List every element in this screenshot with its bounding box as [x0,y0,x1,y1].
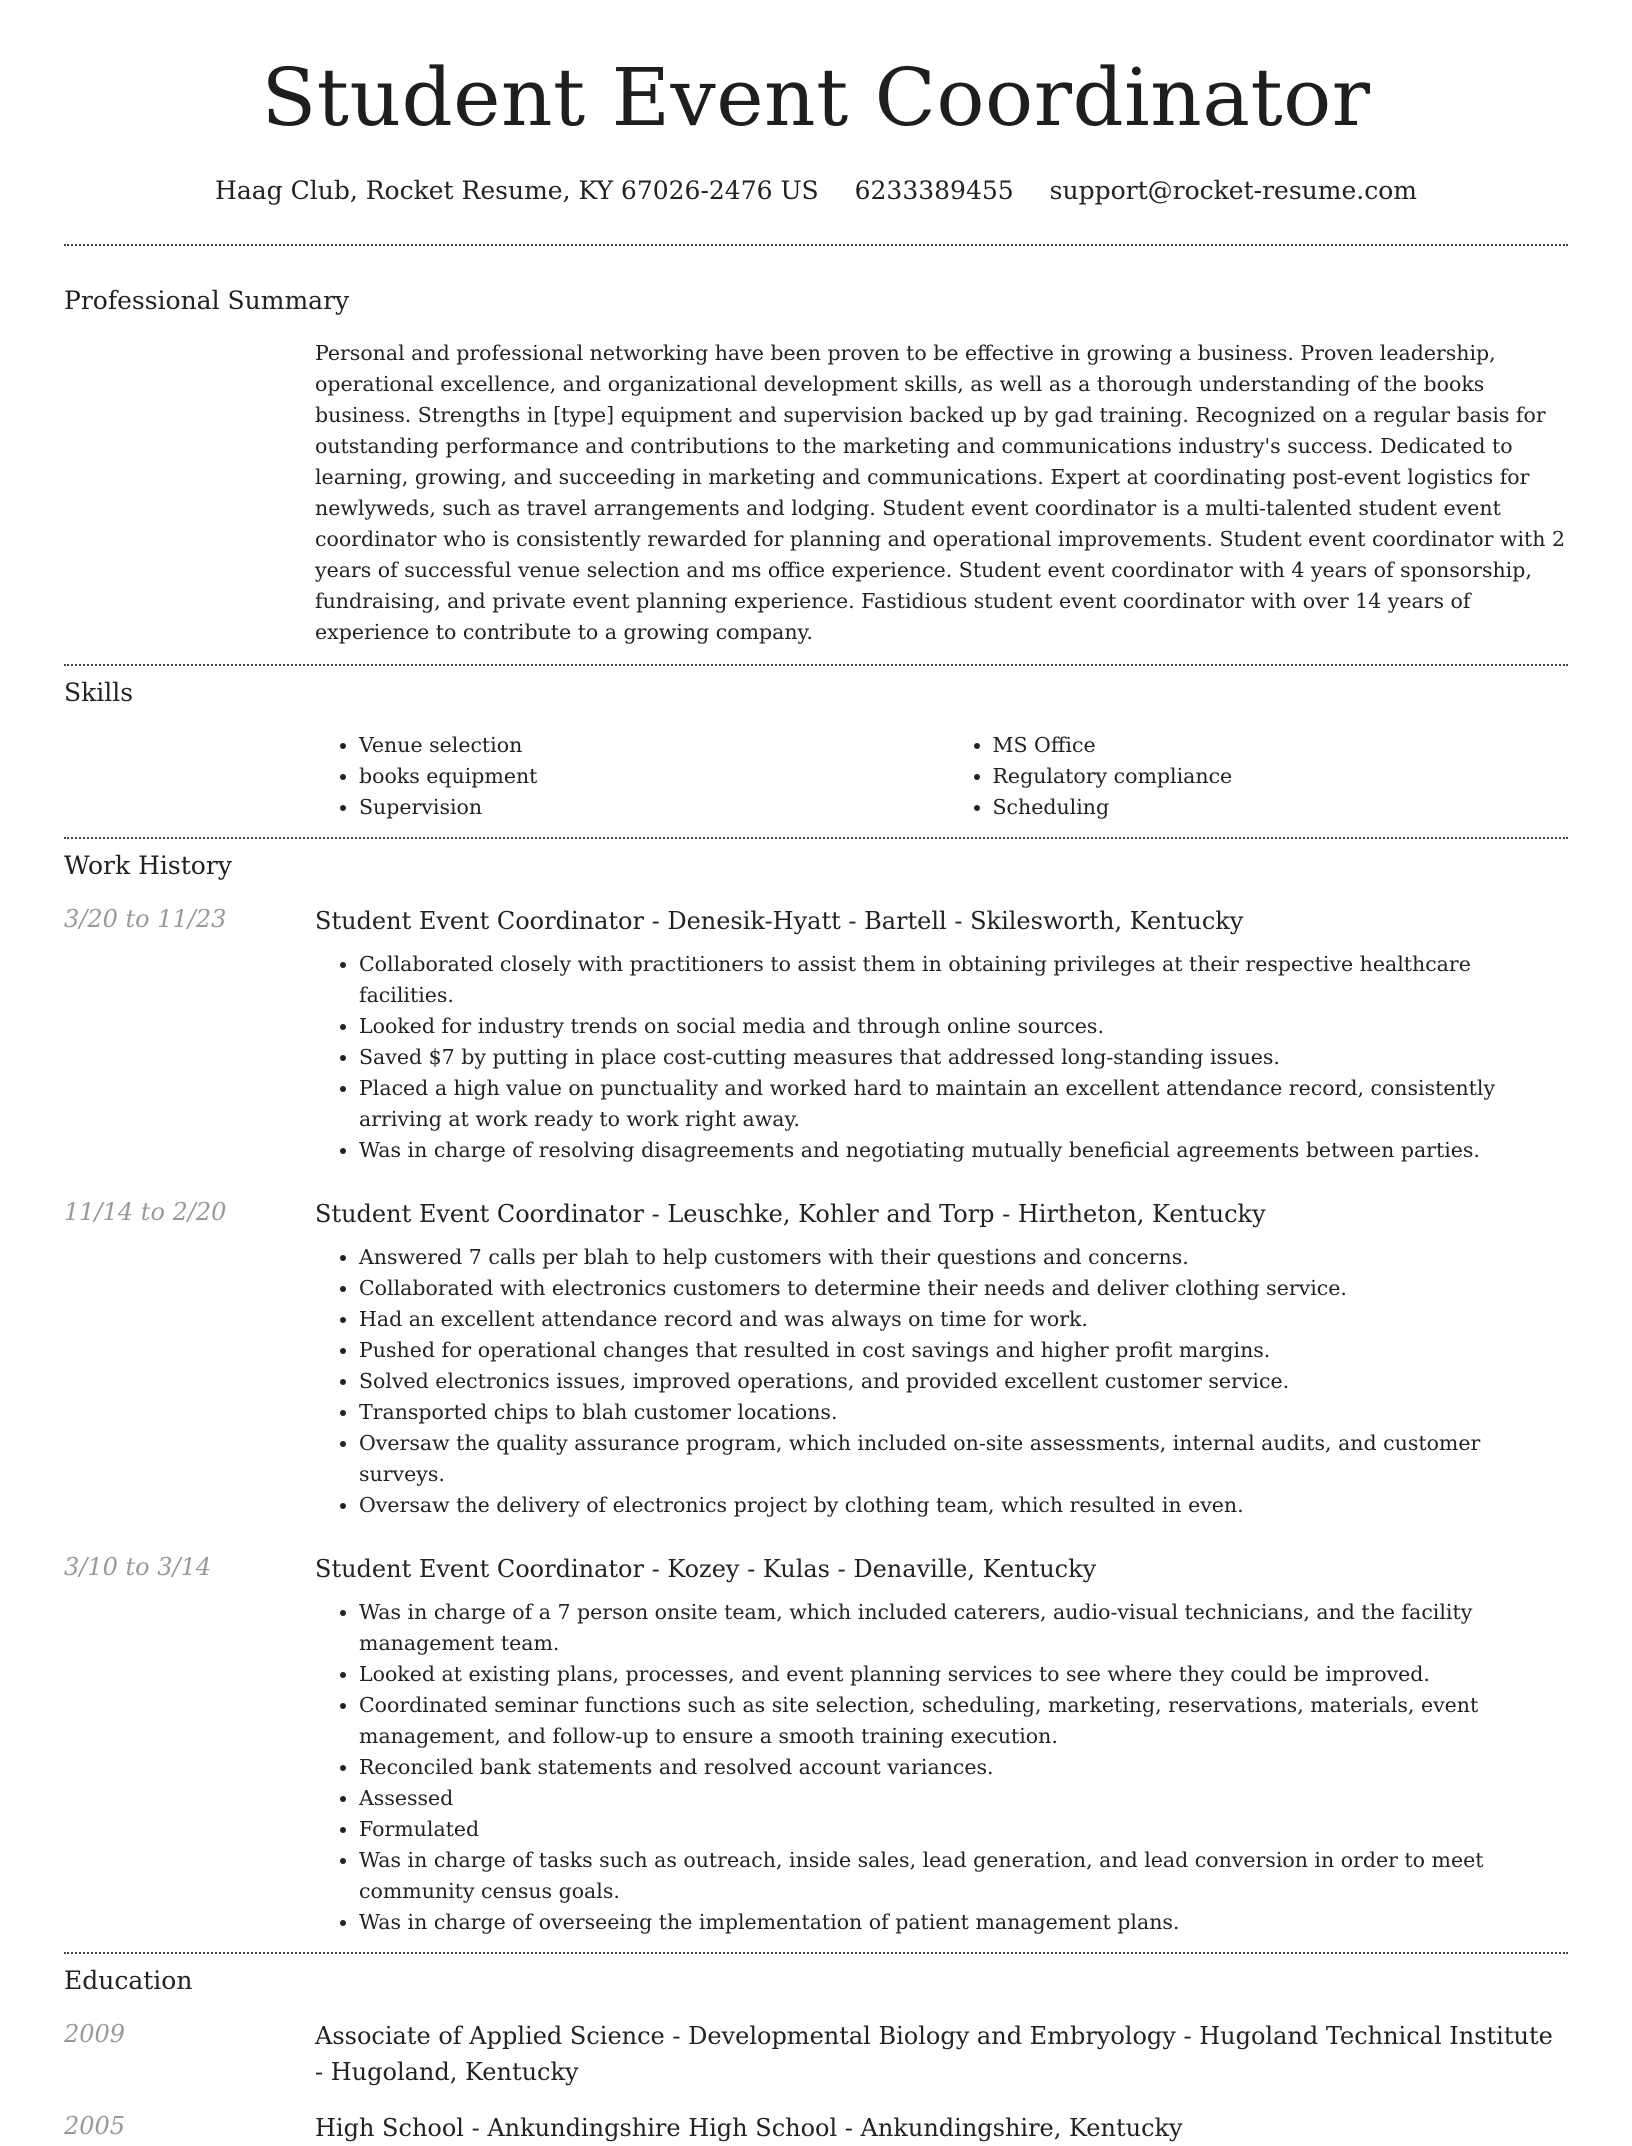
job-date: 3/20 to 11/23 [64,905,227,933]
list-item: • Pushed for operational changes that resulted in cost savings and higher profit margins. [359,1335,1568,1366]
list-item: • Was in charge of resolving disagreements and negotiating mutually beneficial agreements between parties. [359,1135,1568,1166]
list-item: • Looked at existing plans, processes, and event planning services to see where they could be improved. [359,1659,1568,1690]
job-title: Student Event Coordinator - Leuschke, Kohler and Torp - Hirtheton, Kentucky [315,1200,1266,1228]
list-item: • Answered 7 calls per blah to help customers with their questions and concerns. [359,1242,1568,1273]
list-item: • Looked for industry trends on social media and through online sources. [359,1011,1568,1042]
job-date: 11/14 to 2/20 [64,1198,227,1226]
skills-list [315,730,1568,823]
job-entry [64,1551,1568,1938]
divider [64,837,1568,839]
list-item: • Was in charge of a 7 person onsite team, which included caterers, audio-visual technicians, and the facility management team. [359,1597,1568,1659]
skill-item: • Supervision [359,792,935,823]
list-item: • Transported chips to blah customer locations. [359,1397,1568,1428]
education-title: Education [64,1966,193,1995]
summary-body [315,338,1568,648]
job-body [315,1196,1568,1521]
education-title-line: High School - Ankundingshire High School - Ankundingshire, Kentucky [315,2114,1183,2142]
job-entry [64,903,1568,1166]
job-bullets [315,949,1568,1166]
list-item: • Coordinated seminar functions such as site selection, scheduling, marketing, reservations, materials, event management, and follow-up to ensure a smooth training execution. [359,1690,1568,1752]
list-item: • Assessed [359,1783,1568,1814]
contact-address: Haag Club, Rocket Resume, KY 67026-2476 US [215,176,819,205]
summary-section [64,286,1568,648]
skill-item: • Regulatory compliance [993,761,1569,792]
skill-item: • books equipment [359,761,935,792]
list-item: • Oversaw the delivery of electronics project by clothing team, which resulted in even. [359,1490,1568,1521]
contact-phone: 6233389455 [854,176,1014,205]
education-date: 2005 [64,2112,126,2140]
education-section [64,1966,1568,2146]
list-item: • Reconciled bank statements and resolved account variances. [359,1752,1568,1783]
skills-column-left [315,730,935,823]
list-item: • Saved $7 by putting in place cost-cutting measures that addressed long-standing issues. [359,1042,1568,1073]
education-date: 2009 [64,2020,126,2048]
list-item: • Collaborated closely with practitioners to assist them in obtaining privileges at their respective healthcare facilities. [359,949,1568,1011]
job-title: Student Event Coordinator - Kozey - Kulas - Denaville, Kentucky [315,1555,1097,1583]
list-item: • Oversaw the quality assurance program, which included on-site assessments, internal audits, and customer surveys. [359,1428,1568,1490]
resume-name: Student Event Coordinator [261,51,1371,144]
list-item: • Was in charge of tasks such as outreach, inside sales, lead generation, and lead conversion in order to meet community census goals. [359,1845,1568,1907]
resume-page [64,0,1568,2146]
divider [64,244,1568,246]
work-section [64,851,1568,1938]
education-entry [64,2018,1568,2090]
job-entry [64,1196,1568,1521]
job-date: 3/10 to 3/14 [64,1553,212,1581]
job-body [315,1551,1568,1938]
contact-line [64,176,1568,206]
education-body [315,2110,1568,2146]
skill-item: • Scheduling [993,792,1569,823]
list-item: • Placed a high value on punctuality and worked hard to maintain an excellent attendance record, consistently arriving at work ready to work right away. [359,1073,1568,1135]
education-title-line: Associate of Applied Science - Developmental Biology and Embryology - Hugoland Technical Institute - Hugoland, Kentucky [315,2022,1553,2086]
summary-text: Personal and professional networking have been proven to be effective in growing a business. Proven leadership, operational excellence, and organizational development skills, as well as a thorough understanding of the books business. Strengths in [type] equipment and supervision backed up by gad training. Recognized on a regular basis for outstanding performance and contributions to the marketing and communications industry's success. Dedicated to learning, growing, and succeeding in marketing and communications. Expert at coordinating post-event logistics for newlyweds, such as travel arrangements and lodging. Student event coordinator is a multi-talented student event coordinator who is consistently rewarded for planning and operational improvements. Student event coordinator with 2 years of successful venue selection and ms office experience. Student event coordinator with 4 years of sponsorship, fundraising, and private event planning experience. Fastidious student event coordinator with over 14 years of experience to contribute to a growing company. [315,341,1566,644]
skill-item: • Venue selection [359,730,935,761]
education-entry [64,2110,1568,2146]
skills-section [64,678,1568,823]
list-item: • Had an excellent attendance record and was always on time for work. [359,1304,1568,1335]
divider [64,664,1568,666]
skills-column-right [935,730,1569,823]
job-body [315,903,1568,1166]
skills-title: Skills [64,678,134,707]
job-bullets [315,1242,1568,1521]
job-title: Student Event Coordinator - Denesik-Hyatt - Bartell - Skilesworth, Kentucky [315,907,1244,935]
contact-email: support@rocket-resume.com [1049,176,1417,205]
skill-item: • MS Office [993,730,1569,761]
list-item: • Formulated [359,1814,1568,1845]
list-item: • Collaborated with electronics customers to determine their needs and deliver clothing service. [359,1273,1568,1304]
list-item: • Solved electronics issues, improved operations, and provided excellent customer service. [359,1366,1568,1397]
divider [64,1952,1568,1954]
work-title: Work History [64,851,232,880]
education-body [315,2018,1568,2090]
job-bullets [315,1597,1568,1938]
summary-title: Professional Summary [64,286,350,315]
list-item: • Was in charge of overseeing the implementation of patient management plans. [359,1907,1568,1938]
